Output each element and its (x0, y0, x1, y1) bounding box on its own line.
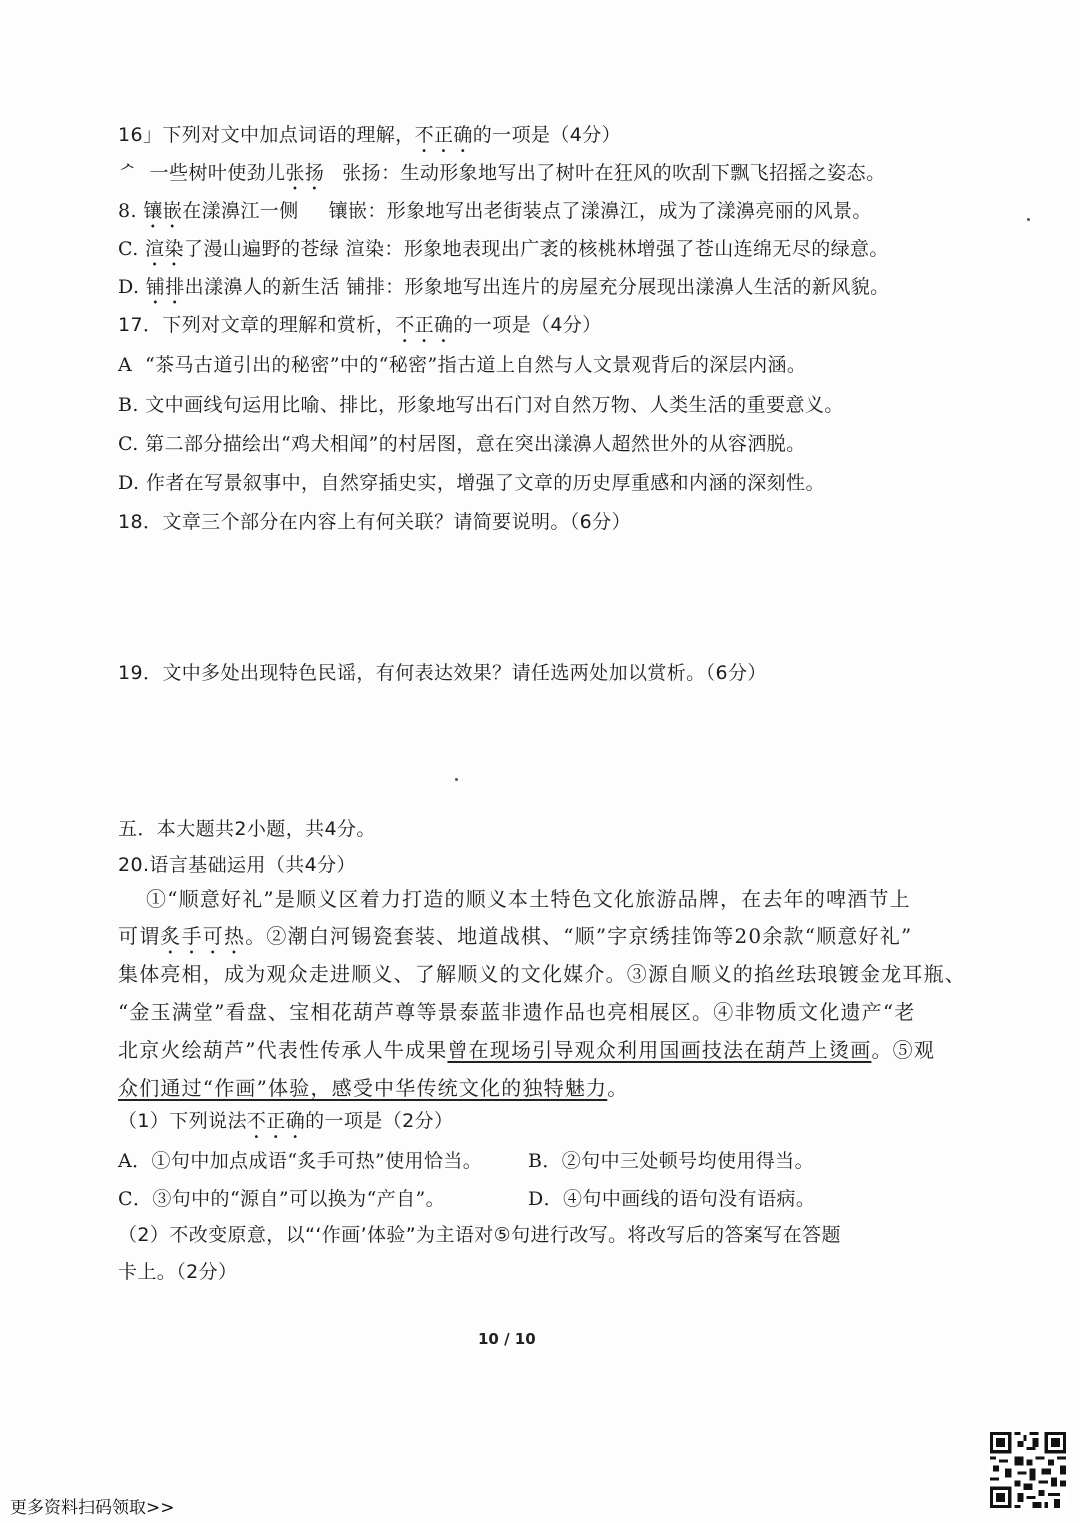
passage-line-1: ①“顺意好礼”是顺义区着力打造的顺义本土特色文化旅游品牌，在去年的啤酒节上 (146, 887, 911, 911)
qr-code-icon[interactable] (990, 1432, 1066, 1508)
question-20-title: 20.语言基础运用（共4分） (118, 854, 356, 876)
page-number: 10 / 10 (478, 1330, 536, 1348)
sub1-option-a: A．①句中加点成语“炙手可热”使用恰当。 (118, 1150, 483, 1172)
q17-option-d: D. 作者在写景叙事中，自然穿插史实，增强了文章的历史厚重感和内涵的深刻性。 (118, 472, 825, 494)
passage-line-6: 众们通过“作画”体验，感受中华传统文化的独特魅力。 (118, 1076, 629, 1100)
q17-option-a: A “茶马古道引出的秘密”中的“秘密”指古道上自然与人文景观背后的深层内涵。 (118, 354, 807, 376)
footer-scan-prompt: 更多资料扫码领取>> (10, 1498, 175, 1518)
passage-line-2: 可谓炙手可热。②潮白河锡瓷套装、地道战棋、“顺”字京绣挂饰等20余款“顺意好礼” (118, 924, 913, 948)
sub1-option-d: D．④句中画线的语句没有语病。 (528, 1188, 816, 1210)
passage-line-3: 集体亮相，成为观众走进顺义、了解顺义的文化媒介。③源自顺义的掐丝珐琅镀金龙耳瓶、 (118, 962, 966, 986)
scan-speck (455, 778, 458, 781)
question-16-stem: 16」下列对文中加点词语的理解，不正确的一项是（4分） (118, 124, 622, 146)
q17-option-b: B. 文中画线句运用比喻、排比，形象地写出石门对自然万物、人类生活的重要意义。 (118, 394, 844, 416)
question-19: 19．文中多处出现特色民谣，有何表达效果？请任选两处加以赏析。（6分） (118, 662, 767, 684)
sub-question-2-line-2: 卡上。（2分） (118, 1261, 238, 1283)
question-17-stem: 17．下列对文章的理解和赏析，不正确的一项是（4分） (118, 314, 602, 336)
q16-option-a: ᄼ 一些树叶使劲儿张扬 张扬：生动形象地写出了树叶在狂风的吹刮下飘飞招摇之姿态。 (118, 162, 886, 184)
sub1-option-b: B．②句中三处顿号均使用得当。 (528, 1150, 814, 1172)
sub-question-2-line-1: （2）不改变原意，以“‘作画’体验”为主语对⑤句进行改写。将改写后的答案写在答题 (118, 1224, 841, 1246)
q16-option-d: D. 铺排出漾濞人的新生活 铺排：形象地写出连片的房屋充分展现出漾濞人生活的新风貌。 (118, 276, 890, 298)
section-5-heading: 五．本大题共2小题，共4分。 (118, 818, 376, 840)
passage-line-4: “金玉满堂”看盘、宝相花葫芦尊等景泰蓝非遗作品也亮相展区。④非物质文化遗产“老 (118, 1000, 916, 1024)
sub1-option-c: C．③句中的“源自”可以换为“产自”。 (118, 1188, 445, 1210)
q17-option-c: C. 第二部分描绘出“鸡犬相闻”的村居图，意在突出漾濞人超然世外的从容洒脱。 (118, 433, 806, 455)
passage-line-5: 北京火绘葫芦”代表性传承人牛成果曾在现场引导观众利用国画技法在葫芦上烫画。⑤观 (118, 1038, 936, 1062)
q16-option-c: C. 渲染了漫山遍野的苍绿 渲染：形象地表现出广袤的核桃林增强了苍山连绵无尽的绿意。 (118, 238, 889, 260)
sub1-options-row-1 (118, 1146, 938, 1173)
sub1-options-row-2 (118, 1184, 938, 1211)
sub-question-1-stem: （1）下列说法不正确的一项是（2分） (118, 1110, 454, 1132)
scan-speck (1027, 218, 1030, 221)
question-18: 18．文章三个部分在内容上有何关联？请简要说明。（6分） (118, 511, 631, 533)
q16-option-b: 8. 镶嵌在漾濞江一侧 镶嵌：形象地写出老街装点了漾濞江，成为了漾濞亮丽的风景。 (118, 200, 872, 222)
